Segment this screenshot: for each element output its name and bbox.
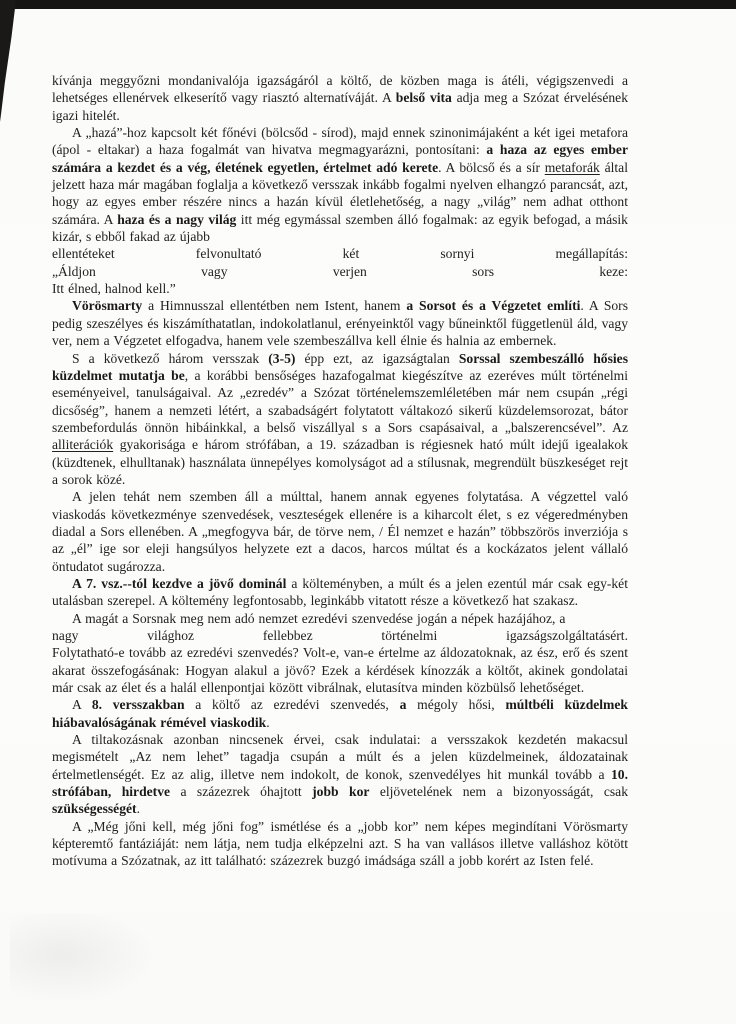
scan-smudge: [10, 914, 160, 1004]
text-run: a százezrek óhajtott: [170, 784, 313, 800]
text-run: A: [72, 697, 92, 713]
bold-run: 10. strófában, hirdetve: [52, 766, 628, 800]
bold-run: (3-5): [268, 350, 296, 366]
scan-edge-corner-mark: [0, 0, 16, 122]
bold-run: belső vita: [395, 90, 452, 106]
text-run: a költeményben, a múlt és a jelen ezentúl már csak egy-két utalásban szerepel. A költemény legfontosabb, leginkább vitatott része a következő hat szakasz.: [52, 575, 628, 609]
text-run: A jelen tehát nem szemben áll a múlttal, hanem annak egyenes folytatása. A végzettel való viaskodás következménye szenvedések, veszteségek ellenére is a kiharcolt élet, s ez végeredményben diadal a Sors ellenében. A „megfogyva bár, de törve nem, / Él nemzet e hazán” többszörös inverziója s az „él” ige sor eleji hangsúlyos helyzete ezt a dacos, harcos múltat és a kockázatos jelent vállaló öntudatot sugározza.: [52, 489, 628, 574]
bold-run: a Sorsot és a Végzetet említi: [406, 298, 581, 314]
bold-run: jobb kor: [312, 784, 370, 800]
paragraph-haza-fogalma: [52, 124, 628, 297]
bold-run: haza és a nagy világ: [117, 211, 237, 227]
text-run: . A bölcső és a sír: [438, 159, 545, 175]
text-run: mégoly hősi,: [406, 697, 506, 713]
bold-run: Vörösmarty: [72, 298, 143, 314]
bold-run: a: [399, 697, 407, 713]
paragraph-sors-vegzet: [52, 297, 628, 349]
text-run: , a korábbi bensőséges hazafogalmat kiegészítve az ezeréves múlt történelmi eseményeivel, tanulságaival. Az „ezredév” a Szózat történelemszemléletében már nem csupán „régi dicsőség”, hanem a nemzeti létért, a szabadságért folytatott váltakozó sikerű küzdelemsorozat, bátor szembefordulás önnön hibáinkkal, a belső viszállyal s a Sors csapásaival, a „balszerencsével”. Az: [52, 367, 628, 435]
spread-line: nagy világhoz fellebbez történelmi igazságszolgáltatásért.: [52, 628, 628, 643]
bold-run: Sorssal szembeszálló hősies küzdelmet mutatja be: [52, 350, 628, 383]
bold-run: 8. versszakban: [91, 697, 185, 713]
quote-line: „Áldjon vagy verjen sors keze:: [52, 263, 628, 279]
text-run: Folytatható-e tovább az ezredévi szenvedés? Volt-e, van-e értelme az áldozatoknak, az ész, erő és szent akarat összefogásának: Hogyan alakul a jövő? Ezek a kérdések kínozzák a költőt, akinek gondolatai már csak az élet és a halál ellenpontjai között vibrálnak, elutasítva minden közbülső lehetőséget.: [52, 645, 628, 696]
text-run: A tiltakozásnak azonban nincsenek érvei, csak indulatai: a versszakok kezdetén makacsul megismételt „Az nem lehet” tagadja csupán a múlt és a jelen küzdelmeinek, áldozatainak értelmetlenségét. Ez az alig, illetve nem indokolt, de konok, szenvedélyes hit munkál tovább a: [52, 732, 628, 782]
text-run: itt még egymással szemben álló fogalmak: az egyik befogad, a másik kizár, s ebből fakad az újabb: [52, 211, 628, 245]
text-run: A „hazá”-hoz kapcsolt két főnévi (bölcsőd - sírod), majd ennek szinonimájaként a két igei metafora (ápol - eltakar) a haza fogalmát van hivatva megmagyarázni, pontosítani:: [52, 125, 628, 158]
paragraph-nyolcadik-versszak: [52, 696, 628, 731]
text-run: adja meg a Szózat érvelésének igazi hitelét.: [52, 90, 628, 123]
text-run: . A Sors pedig szeszélyes és kiszámíthatatlan, indokolatlanul, erényeinktől vagy bűneinktől függetlenül áld, vagy ver, nem a Végzetet elfogadva, hanem vele szembeszállva kell élnie és halnia az embernek.: [52, 298, 628, 349]
underlined-term: metaforák: [544, 159, 600, 175]
spread-line: ellentéteket felvonultató két sornyi megállapítás:: [52, 246, 628, 262]
text-run: A „Még jőni kell, még jőni fog” ismétlése és a „jobb kor” nem képes megindítani Vörösmarty képteremtő fantáziáját: nem látja, nem tudja elképzelni azt. S ha van vallásos illetve valláshoz kötött motívuma a Szózatnak, az itt található: százezrek buzgó imádsága száll a jobb korért az Isten felé.: [52, 818, 628, 869]
text-run: A magát a Sorsnak meg nem adó nemzet ezredévi szenvedése jogán a népek hazájához, a: [72, 610, 566, 626]
document-text: [52, 72, 628, 870]
text-run: a költő az ezredévi szenvedés,: [184, 697, 400, 713]
text-run: .: [136, 801, 140, 817]
paragraph-harom-versszak: [52, 350, 628, 489]
bold-run: A 7. vsz.--tól kezdve a jövő dominál: [72, 575, 287, 591]
paragraph-tiltakozas: [52, 731, 628, 818]
text-run: kívánja meggyőzni mondanivalója igazságáról a költő, de közben maga is átéli, végigszenvedi a lehetséges ellenérvek elkeserítő vagy riasztó alternatíváját. A: [52, 73, 628, 106]
text-run: eljövetelének nem a bizonyosságát, csak: [369, 784, 629, 800]
paragraph-opening: [52, 72, 628, 124]
text-run: S a következő három versszak: [72, 350, 269, 366]
text-run: épp ezt, az igazságtalan: [295, 350, 459, 366]
paragraph-jelen-mult: [52, 488, 628, 575]
text-run: által jelzett haza már magában foglalja a következő versszak inkább fogalmi nyelven elhangzó parancsát, azt, hogy az egyes ember részére nincs a hazán kívül életlehetőség, a nagy „világ” nem adhat otthont számára. A: [52, 159, 628, 227]
paragraph-hetedik-versszak: [52, 575, 628, 610]
quote-line: Itt élned, halnod kell.”: [52, 281, 176, 297]
text-run: .: [266, 714, 270, 730]
bold-run: múltbéli küzdelmek hiábavalóságának rémével viaskodik: [52, 697, 628, 730]
bold-run: szükségességét: [52, 801, 137, 817]
scan-edge-top-bar: [0, 0, 736, 9]
paragraph-meg-joni-kell: [52, 818, 628, 870]
paragraph-ezredevi-szenvedes: [52, 610, 628, 697]
underlined-term: alliterációk: [52, 437, 114, 453]
text-run: gyakorisága e három strófában, a 19. században is régiesnek ható múlt idejű igealakok (küzdtenek, elhulltanak) használata ünnepélyes komolyságot ad a stílusnak, megrendült büszkeséget rejt a sorok közé.: [52, 437, 628, 487]
bold-run: a haza az egyes ember számára a kezdet és a vég, életének egyetlen, értelmet adó kerete: [52, 142, 628, 175]
text-run: a Himnusszal ellentétben nem Istent, hanem: [142, 298, 407, 314]
